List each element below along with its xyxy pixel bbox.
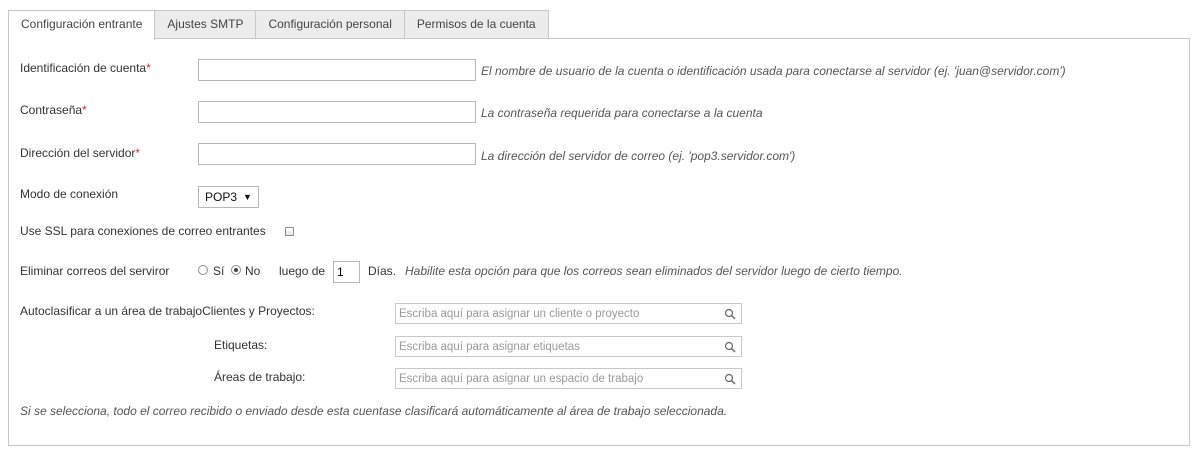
magnifier-icon[interactable] [724, 341, 736, 353]
tab-smtp-settings[interactable]: Ajustes SMTP [154, 10, 256, 39]
delete-mail-label: Eliminar correos del serviror [20, 264, 170, 278]
autoclassify-label [20, 304, 315, 318]
ssl-checkbox[interactable] [285, 227, 294, 236]
server-label-text: Dirección del servidor [20, 146, 136, 160]
autoclassify-footnote: Si se selecciona, todo el correo recibido o enviado desde esta cuentase clasificará automáticamente al área de trabajo seleccionada. [20, 404, 728, 418]
workspaces-label: Áreas de trabajo: [214, 370, 306, 384]
workspaces-input[interactable] [396, 369, 716, 388]
delete-yes-label: Sí [213, 264, 225, 278]
tab-personal-settings[interactable]: Configuración personal [255, 10, 404, 39]
server-label [20, 146, 140, 160]
account-id-label [20, 61, 151, 75]
after-label: luego de [279, 264, 326, 278]
server-help: La dirección del servidor de correo (ej. 'pop3.servidor.com') [481, 149, 796, 163]
days-input[interactable] [333, 261, 360, 283]
tab-account-permissions[interactable]: Permisos de la cuenta [404, 10, 549, 39]
connection-mode-select[interactable] [198, 186, 259, 208]
account-id-help: El nombre de usuario de la cuenta o identificación usada para conectarse al servidor (ej. 'juan@servidor.com') [481, 64, 1066, 78]
server-address-input[interactable] [198, 143, 476, 165]
workspaces-search[interactable] [395, 368, 742, 389]
days-label: Días. [368, 264, 397, 278]
clients-projects-label: Clientes y Proyectos: [202, 304, 315, 318]
ssl-label: Use SSL para conexiones de correo entrantes [20, 224, 266, 238]
delete-yes-radio[interactable] [198, 265, 208, 275]
delete-no-label: No [245, 264, 261, 278]
tags-input[interactable] [396, 337, 716, 356]
tags-label: Etiquetas: [214, 338, 268, 352]
clients-projects-search[interactable] [395, 303, 742, 324]
magnifier-icon[interactable] [724, 373, 736, 385]
account-id-label-text: Identificación de cuenta [20, 61, 147, 75]
account-id-input[interactable] [198, 59, 476, 81]
delete-mail-help: Habilite esta opción para que los correos sean eliminados del servidor luego de cierto tiempo. [405, 264, 903, 278]
password-input[interactable] [198, 101, 476, 123]
tab-incoming-settings[interactable]: Configuración entrante [8, 10, 155, 40]
password-label [20, 103, 87, 117]
connection-mode-value: POP3 [205, 190, 238, 204]
triangle-down-icon: ▼ [243, 192, 252, 202]
tags-search[interactable] [395, 336, 742, 357]
connection-mode-label: Modo de conexión [20, 187, 119, 201]
clients-projects-input[interactable] [396, 304, 716, 323]
required-mark: * [82, 103, 87, 117]
password-help: La contraseña requerida para conectarse a la cuenta [481, 106, 763, 120]
tab-bar [8, 10, 548, 39]
magnifier-icon[interactable] [724, 308, 736, 320]
password-label-text: Contraseña [20, 103, 83, 117]
delete-no-radio[interactable] [231, 265, 241, 275]
incoming-settings-panel [8, 38, 1190, 446]
autoclassify-label-text: Autoclasificar a un área de trabajo [20, 304, 203, 318]
required-mark: * [146, 61, 151, 75]
required-mark: * [135, 146, 141, 160]
